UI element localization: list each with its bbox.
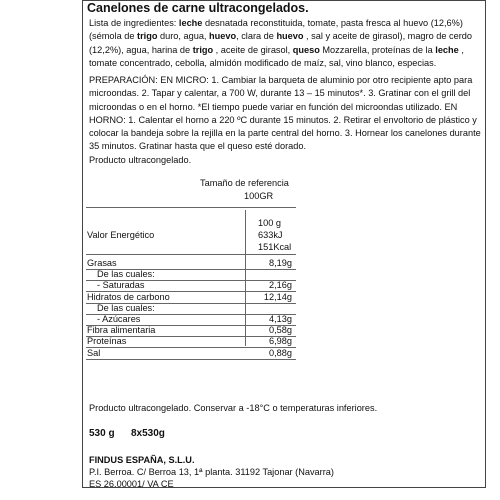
- product-title: Canelones de carne ultracongelados.: [87, 1, 309, 15]
- allergen: huevo: [209, 31, 237, 42]
- divider: [86, 254, 296, 255]
- ingredient-text: desnatada reconstituida, tomate, pasta fresca al huevo (12,6%) (sémola de: [89, 18, 463, 42]
- storage-note: Producto ultracongelado. Conservar a -18°C o temperaturas inferiores.: [89, 403, 378, 413]
- allergen: leche: [178, 18, 203, 28]
- ingredient-text: , tomate concentrado, cebolla, almidón modificado de maíz, sal, vino blanco, especias.: [89, 44, 464, 68]
- net-weight: 530 g: [89, 428, 115, 439]
- allergen: queso: [292, 44, 320, 55]
- pack-size: 8x530g: [131, 428, 165, 439]
- company-name: FINDUS ESPAÑA, S.L.U.: [89, 455, 195, 465]
- nutrient-value: 2,16g: [269, 280, 292, 291]
- ingredient-text: duro, agua,: [157, 31, 210, 42]
- preparation-text: PREPARACIÓN: EN MICRO: 1. Cambiar la barqueta de aluminio por otro recipiente apto para microondas. 2. Tapar y calentar, a 700 W, durante 13 – 15 minutos*. 3. Gratinar con el grill del microondas o en el horno. *El tiempo puede variar en función del microondas utilizado. EN HORNO: 1. Calentar el horno a 220 ºC durante 15 minutos. 2. Retirar el envoltorio de plástico y colocar la bandeja sobre la rejilla en la parte central del horno. 3. Hornear los canelones durante 35 minutos. Gratinar hasta que el queso esté dorado.: [89, 75, 481, 152]
- nutrient-label: Hidratos de carbono: [87, 291, 170, 302]
- nutrient-value: 4,13g: [269, 314, 292, 324]
- nutrient-value: 0,88g: [269, 347, 292, 358]
- nutrient-label: Proteínas: [87, 336, 127, 347]
- company-address: P.I. Berroa. C/ Berroa 13, 1ª planta. 31192 Tajonar (Navarra): [89, 467, 334, 477]
- nutrient-value: 12,14g: [263, 291, 292, 302]
- energy-kj: 633kJ: [258, 230, 283, 240]
- ingredient-text: Lista de ingredientes:: [89, 18, 179, 28]
- energy-kcal: 151Kcal: [258, 242, 292, 252]
- nutrient-label: Fibra alimentaria: [87, 325, 156, 336]
- allergen: leche: [435, 44, 459, 55]
- row-divider: [86, 359, 296, 360]
- nutrient-label: Sal: [87, 347, 101, 358]
- nutrient-label: De las cuales:: [97, 302, 155, 313]
- divider: [86, 207, 296, 208]
- nutrition-per: 100 g: [258, 218, 281, 228]
- nutrition-ref-header: Tamaño de referencia: [200, 178, 289, 188]
- nutrient-value: 0,58g: [269, 325, 292, 336]
- ingredients-list: [89, 17, 481, 70]
- preparation-instructions: [89, 74, 481, 167]
- registration-number: ES 26.00001/ VA CE: [89, 479, 174, 489]
- nutrient-label: - Saturadas: [97, 280, 145, 291]
- energy-label: Valor Energético: [87, 230, 155, 240]
- ingredient-text: , aceite de girasol,: [213, 44, 293, 55]
- allergen: huevo: [276, 31, 304, 42]
- product-note: Producto ultracongelado.: [89, 154, 192, 165]
- column-divider: [245, 210, 246, 346]
- nutrient-label: Grasas: [87, 258, 117, 268]
- ingredient-text: , clara de: [236, 31, 277, 42]
- nutrient-label: - Azúcares: [97, 314, 141, 324]
- allergen: trigo: [137, 31, 158, 42]
- nutrient-label: De las cuales:: [97, 269, 155, 280]
- ingredient-text: Mozzarella, proteínas de la: [319, 44, 436, 55]
- nutrient-value: 8,19g: [269, 258, 292, 268]
- allergen: trigo: [192, 44, 214, 55]
- ingredient-text: , sal y aceite de girasol), magro de cerdo (12,2%), agua, harina de: [89, 31, 473, 55]
- nutrient-value: 6,98g: [269, 336, 292, 347]
- nutrition-ref-unit: 100GR: [244, 191, 274, 201]
